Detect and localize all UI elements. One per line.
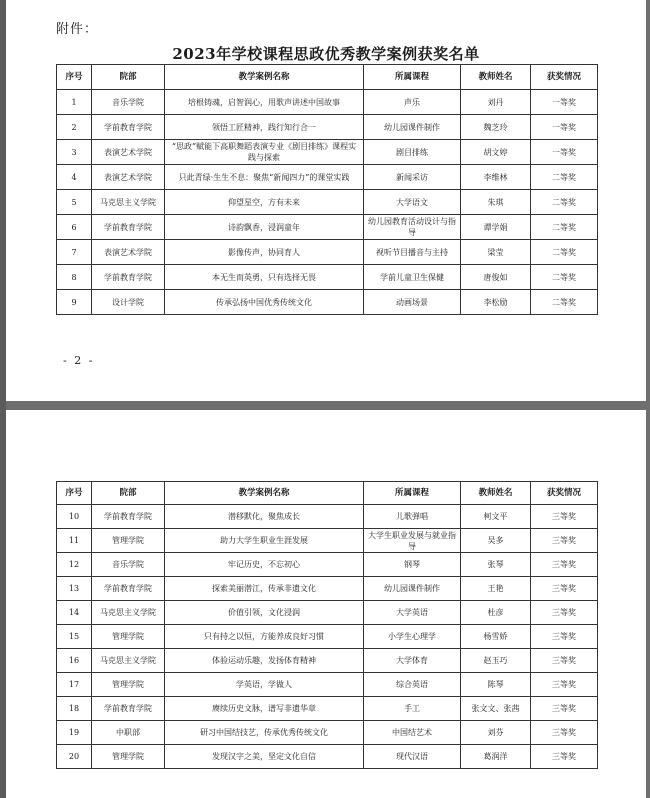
course-cell: 幼儿园课件制作 xyxy=(364,577,461,601)
department-cell: 表演艺术学院 xyxy=(92,165,165,190)
document-page-1 xyxy=(6,0,646,401)
teacher-cell: 杨雪娇 xyxy=(461,625,531,649)
teacher-cell: 王艳 xyxy=(461,577,531,601)
header-case-name: 教学案例名称 xyxy=(165,482,364,505)
department-cell: 管理学院 xyxy=(92,745,165,769)
header-index: 序号 xyxy=(57,482,92,505)
table-row xyxy=(57,290,598,315)
teacher-cell: 吴多 xyxy=(461,529,531,553)
course-cell: 视听节目播音与主持 xyxy=(364,240,461,265)
case-name-cell: 本无生而英勇，只有选择无畏 xyxy=(165,265,364,290)
course-cell: 大学生职业发展与就业指导 xyxy=(364,529,461,553)
header-department: 院部 xyxy=(92,482,165,505)
table-header-row xyxy=(57,65,598,90)
course-cell: 学前儿童卫生保健 xyxy=(364,265,461,290)
case-name-cell: 领悟工匠精神，践行知行合一 xyxy=(165,115,364,140)
row-index: 11 xyxy=(57,529,92,553)
case-name-cell: 发现汉字之美，坚定文化自信 xyxy=(165,745,364,769)
row-index: 3 xyxy=(57,140,92,165)
table-row xyxy=(57,165,598,190)
teacher-cell: 谭学娟 xyxy=(461,215,531,240)
row-index: 20 xyxy=(57,745,92,769)
row-index: 8 xyxy=(57,265,92,290)
table-row xyxy=(57,215,598,240)
row-index: 10 xyxy=(57,505,92,529)
teacher-cell: 梁莹 xyxy=(461,240,531,265)
case-name-cell: 价值引领，文化浸润 xyxy=(165,601,364,625)
teacher-cell: 胡文婷 xyxy=(461,140,531,165)
course-cell: 手工 xyxy=(364,697,461,721)
teacher-cell: 张文文、张茜 xyxy=(461,697,531,721)
award-cell: 一等奖 xyxy=(531,90,598,115)
teacher-cell: 杜彦 xyxy=(461,601,531,625)
department-cell: 马克思主义学院 xyxy=(92,601,165,625)
department-cell: 管理学院 xyxy=(92,673,165,697)
case-name-cell: 助力大学生职业生涯发展 xyxy=(165,529,364,553)
course-cell: 大学英语 xyxy=(364,601,461,625)
row-index: 1 xyxy=(57,90,92,115)
page-number: - 2 - xyxy=(63,354,95,367)
course-cell: 综合英语 xyxy=(364,673,461,697)
document-title: 2023年学校课程思政优秀教学案例获奖名单 xyxy=(172,45,480,63)
table-row xyxy=(57,745,598,769)
case-name-cell: 学英语，学做人 xyxy=(165,673,364,697)
case-name-cell: 只此青绿·生生不息：聚焦“新闻四力”的课堂实践 xyxy=(165,165,364,190)
department-cell: 学前教育学院 xyxy=(92,577,165,601)
row-index: 5 xyxy=(57,190,92,215)
header-case-name: 教学案例名称 xyxy=(165,65,364,90)
department-cell: 中职部 xyxy=(92,721,165,745)
case-name-cell: “思政”赋能下高职舞蹈表演专业《剧目排练》课程实践与探索 xyxy=(165,140,364,165)
department-cell: 学前教育学院 xyxy=(92,215,165,240)
teacher-cell: 柯文平 xyxy=(461,505,531,529)
award-cell: 二等奖 xyxy=(531,240,598,265)
department-cell: 马克思主义学院 xyxy=(92,190,165,215)
case-name-cell: 诗韵飘香，浸润童年 xyxy=(165,215,364,240)
table-row xyxy=(57,265,598,290)
course-cell: 新闻采访 xyxy=(364,165,461,190)
table-row xyxy=(57,721,598,745)
award-cell: 三等奖 xyxy=(531,721,598,745)
table-row xyxy=(57,529,598,553)
course-cell: 动画场景 xyxy=(364,290,461,315)
table-row xyxy=(57,240,598,265)
course-cell: 小学生心理学 xyxy=(364,625,461,649)
teacher-cell: 张琴 xyxy=(461,553,531,577)
table-row xyxy=(57,649,598,673)
case-name-cell: 探索美丽潜江，传承非遗文化 xyxy=(165,577,364,601)
header-teacher: 教师姓名 xyxy=(461,65,531,90)
header-index: 序号 xyxy=(57,65,92,90)
row-index: 18 xyxy=(57,697,92,721)
table-row xyxy=(57,625,598,649)
header-award: 获奖情况 xyxy=(531,482,598,505)
row-index: 19 xyxy=(57,721,92,745)
award-table-part-1 xyxy=(56,64,598,315)
table-row xyxy=(57,673,598,697)
row-index: 7 xyxy=(57,240,92,265)
course-cell: 中国结艺术 xyxy=(364,721,461,745)
award-cell: 二等奖 xyxy=(531,265,598,290)
department-cell: 学前教育学院 xyxy=(92,505,165,529)
row-index: 15 xyxy=(57,625,92,649)
department-cell: 音乐学院 xyxy=(92,553,165,577)
award-cell: 三等奖 xyxy=(531,505,598,529)
department-cell: 设计学院 xyxy=(92,290,165,315)
table-header-row xyxy=(57,482,598,505)
document-page-2 xyxy=(6,410,646,798)
teacher-cell: 赵玉巧 xyxy=(461,649,531,673)
header-department: 院部 xyxy=(92,65,165,90)
award-cell: 三等奖 xyxy=(531,649,598,673)
row-index: 4 xyxy=(57,165,92,190)
department-cell: 管理学院 xyxy=(92,529,165,553)
teacher-cell: 葛润洋 xyxy=(461,745,531,769)
course-cell: 钢琴 xyxy=(364,553,461,577)
course-cell: 现代汉语 xyxy=(364,745,461,769)
row-index: 9 xyxy=(57,290,92,315)
case-name-cell: 体验运动乐趣，发扬体育精神 xyxy=(165,649,364,673)
award-cell: 二等奖 xyxy=(531,290,598,315)
teacher-cell: 朱琪 xyxy=(461,190,531,215)
department-cell: 音乐学院 xyxy=(92,90,165,115)
teacher-cell: 刘芬 xyxy=(461,721,531,745)
table-row xyxy=(57,505,598,529)
row-index: 12 xyxy=(57,553,92,577)
row-index: 2 xyxy=(57,115,92,140)
table-row xyxy=(57,697,598,721)
table-row xyxy=(57,190,598,215)
award-cell: 三等奖 xyxy=(531,577,598,601)
table-row xyxy=(57,90,598,115)
teacher-cell: 唐俊如 xyxy=(461,265,531,290)
course-cell: 幼儿园课件制作 xyxy=(364,115,461,140)
award-cell: 二等奖 xyxy=(531,190,598,215)
table-row xyxy=(57,553,598,577)
teacher-cell: 李松励 xyxy=(461,290,531,315)
case-name-cell: 传承弘扬中国优秀传统文化 xyxy=(165,290,364,315)
award-cell: 二等奖 xyxy=(531,215,598,240)
header-award: 获奖情况 xyxy=(531,65,598,90)
case-name-cell: 赓续历史文脉，谱写非遗华章 xyxy=(165,697,364,721)
row-index: 6 xyxy=(57,215,92,240)
department-cell: 学前教育学院 xyxy=(92,115,165,140)
teacher-cell: 刘丹 xyxy=(461,90,531,115)
department-cell: 表演艺术学院 xyxy=(92,140,165,165)
row-index: 13 xyxy=(57,577,92,601)
course-cell: 剧目排练 xyxy=(364,140,461,165)
course-cell: 儿歌弹唱 xyxy=(364,505,461,529)
case-name-cell: 只有持之以恒，方能养成良好习惯 xyxy=(165,625,364,649)
teacher-cell: 李维林 xyxy=(461,165,531,190)
case-name-cell: 研习中国结技艺，传承优秀传统文化 xyxy=(165,721,364,745)
award-table-part-2 xyxy=(56,481,598,769)
case-name-cell: 培根铸魂，启智润心，用歌声讲述中国故事 xyxy=(165,90,364,115)
course-cell: 大学体育 xyxy=(364,649,461,673)
award-cell: 三等奖 xyxy=(531,529,598,553)
header-teacher: 教师姓名 xyxy=(461,482,531,505)
table-row xyxy=(57,140,598,165)
case-name-cell: 仰望星空，方有未来 xyxy=(165,190,364,215)
award-cell: 三等奖 xyxy=(531,745,598,769)
department-cell: 学前教育学院 xyxy=(92,265,165,290)
award-cell: 三等奖 xyxy=(531,673,598,697)
department-cell: 学前教育学院 xyxy=(92,697,165,721)
teacher-cell: 陈琴 xyxy=(461,673,531,697)
award-cell: 一等奖 xyxy=(531,140,598,165)
award-cell: 三等奖 xyxy=(531,553,598,577)
row-index: 14 xyxy=(57,601,92,625)
award-cell: 二等奖 xyxy=(531,165,598,190)
department-cell: 管理学院 xyxy=(92,625,165,649)
award-cell: 一等奖 xyxy=(531,115,598,140)
row-index: 17 xyxy=(57,673,92,697)
case-name-cell: 牢记历史，不忘初心 xyxy=(165,553,364,577)
table-row xyxy=(57,115,598,140)
case-name-cell: 影像传声，协同育人 xyxy=(165,240,364,265)
header-course: 所属课程 xyxy=(364,482,461,505)
award-cell: 三等奖 xyxy=(531,697,598,721)
teacher-cell: 魏芝玲 xyxy=(461,115,531,140)
course-cell: 幼儿园教育活动设计与指导 xyxy=(364,215,461,240)
course-cell: 大学语文 xyxy=(364,190,461,215)
table-row xyxy=(57,601,598,625)
row-index: 16 xyxy=(57,649,92,673)
award-cell: 三等奖 xyxy=(531,601,598,625)
header-course: 所属课程 xyxy=(364,65,461,90)
case-name-cell: 潜移默化，聚焦成长 xyxy=(165,505,364,529)
department-cell: 马克思主义学院 xyxy=(92,649,165,673)
table-row xyxy=(57,577,598,601)
attachment-label: 附件： xyxy=(56,22,99,37)
award-cell: 三等奖 xyxy=(531,625,598,649)
course-cell: 声乐 xyxy=(364,90,461,115)
department-cell: 表演艺术学院 xyxy=(92,240,165,265)
